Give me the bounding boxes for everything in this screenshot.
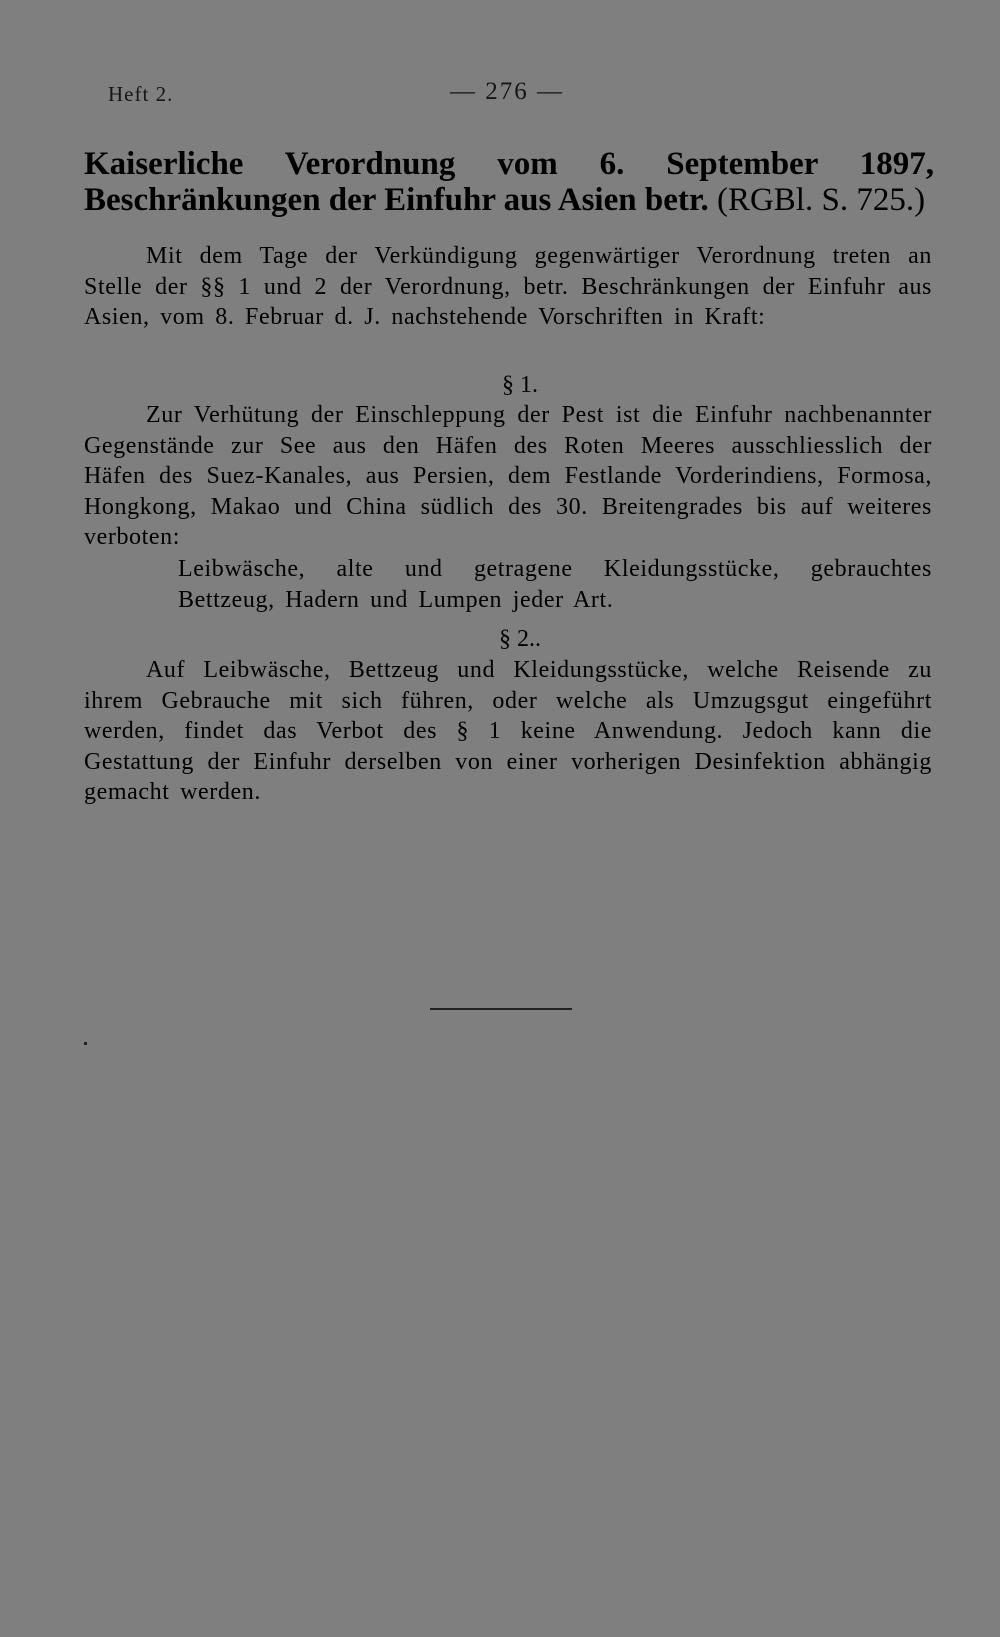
section-1-text: Zur Verhütung der Einschleppung der Pest ist die Einfuhr nachbenannter Gegenstände zur See aus den Häfen des Roten Meeres ausschliesslich der Häfen des Suez-Kanales, aus Persien, dem Festlande Vorderindiens, Formosa, Hongkong, Makao und China südlich des 30. Breitengrades bis auf weiteres verboten: [84, 402, 932, 550]
section-2-text: Auf Leibwäsche, Bettzeug und Kleidungsstücke, welche Reisende zu ihrem Gebrauche mit sich führen, oder welche als Umzugsgut eingeführt werden, findet das Verbot des § 1 keine Anwendung. Jedoch kann die Gestattung der Einfuhr derselben von einer vorherigen Desinfektion abhängig gemacht werden. [84, 657, 932, 805]
intro-paragraph: Mit dem Tage der Verkündigung gegenwärtiger Verordnung treten an Stelle der §§ 1 und 2 der Verordnung, betr. Beschränkungen der Einfuhr aus Asien, vom 8. Februar d. J. nachstehende Vorschriften in Kraft: [84, 243, 932, 330]
title-source: (RGBl. S. 725.) [716, 182, 926, 218]
print-speck [84, 1042, 87, 1045]
section-1-list: Leibwäsche, alte und getragene Kleidungsstücke, gebrauchtes Bettzeug, Hadern und Lumpen jeder Art. [178, 556, 932, 613]
section-1-number: § 1. [502, 372, 538, 398]
end-rule [430, 1008, 572, 1010]
title-main: Kaiserliche Verordnung vom 6. September 1897, Beschränkungen der Einfuhr aus Asien betr. [84, 146, 934, 218]
page-number: — 276 — [450, 78, 564, 105]
issue-label: Heft 2. [108, 82, 174, 106]
page-header [0, 78, 1000, 122]
section-2-number: § 2.. [499, 626, 541, 652]
ordinance-title [84, 146, 934, 218]
